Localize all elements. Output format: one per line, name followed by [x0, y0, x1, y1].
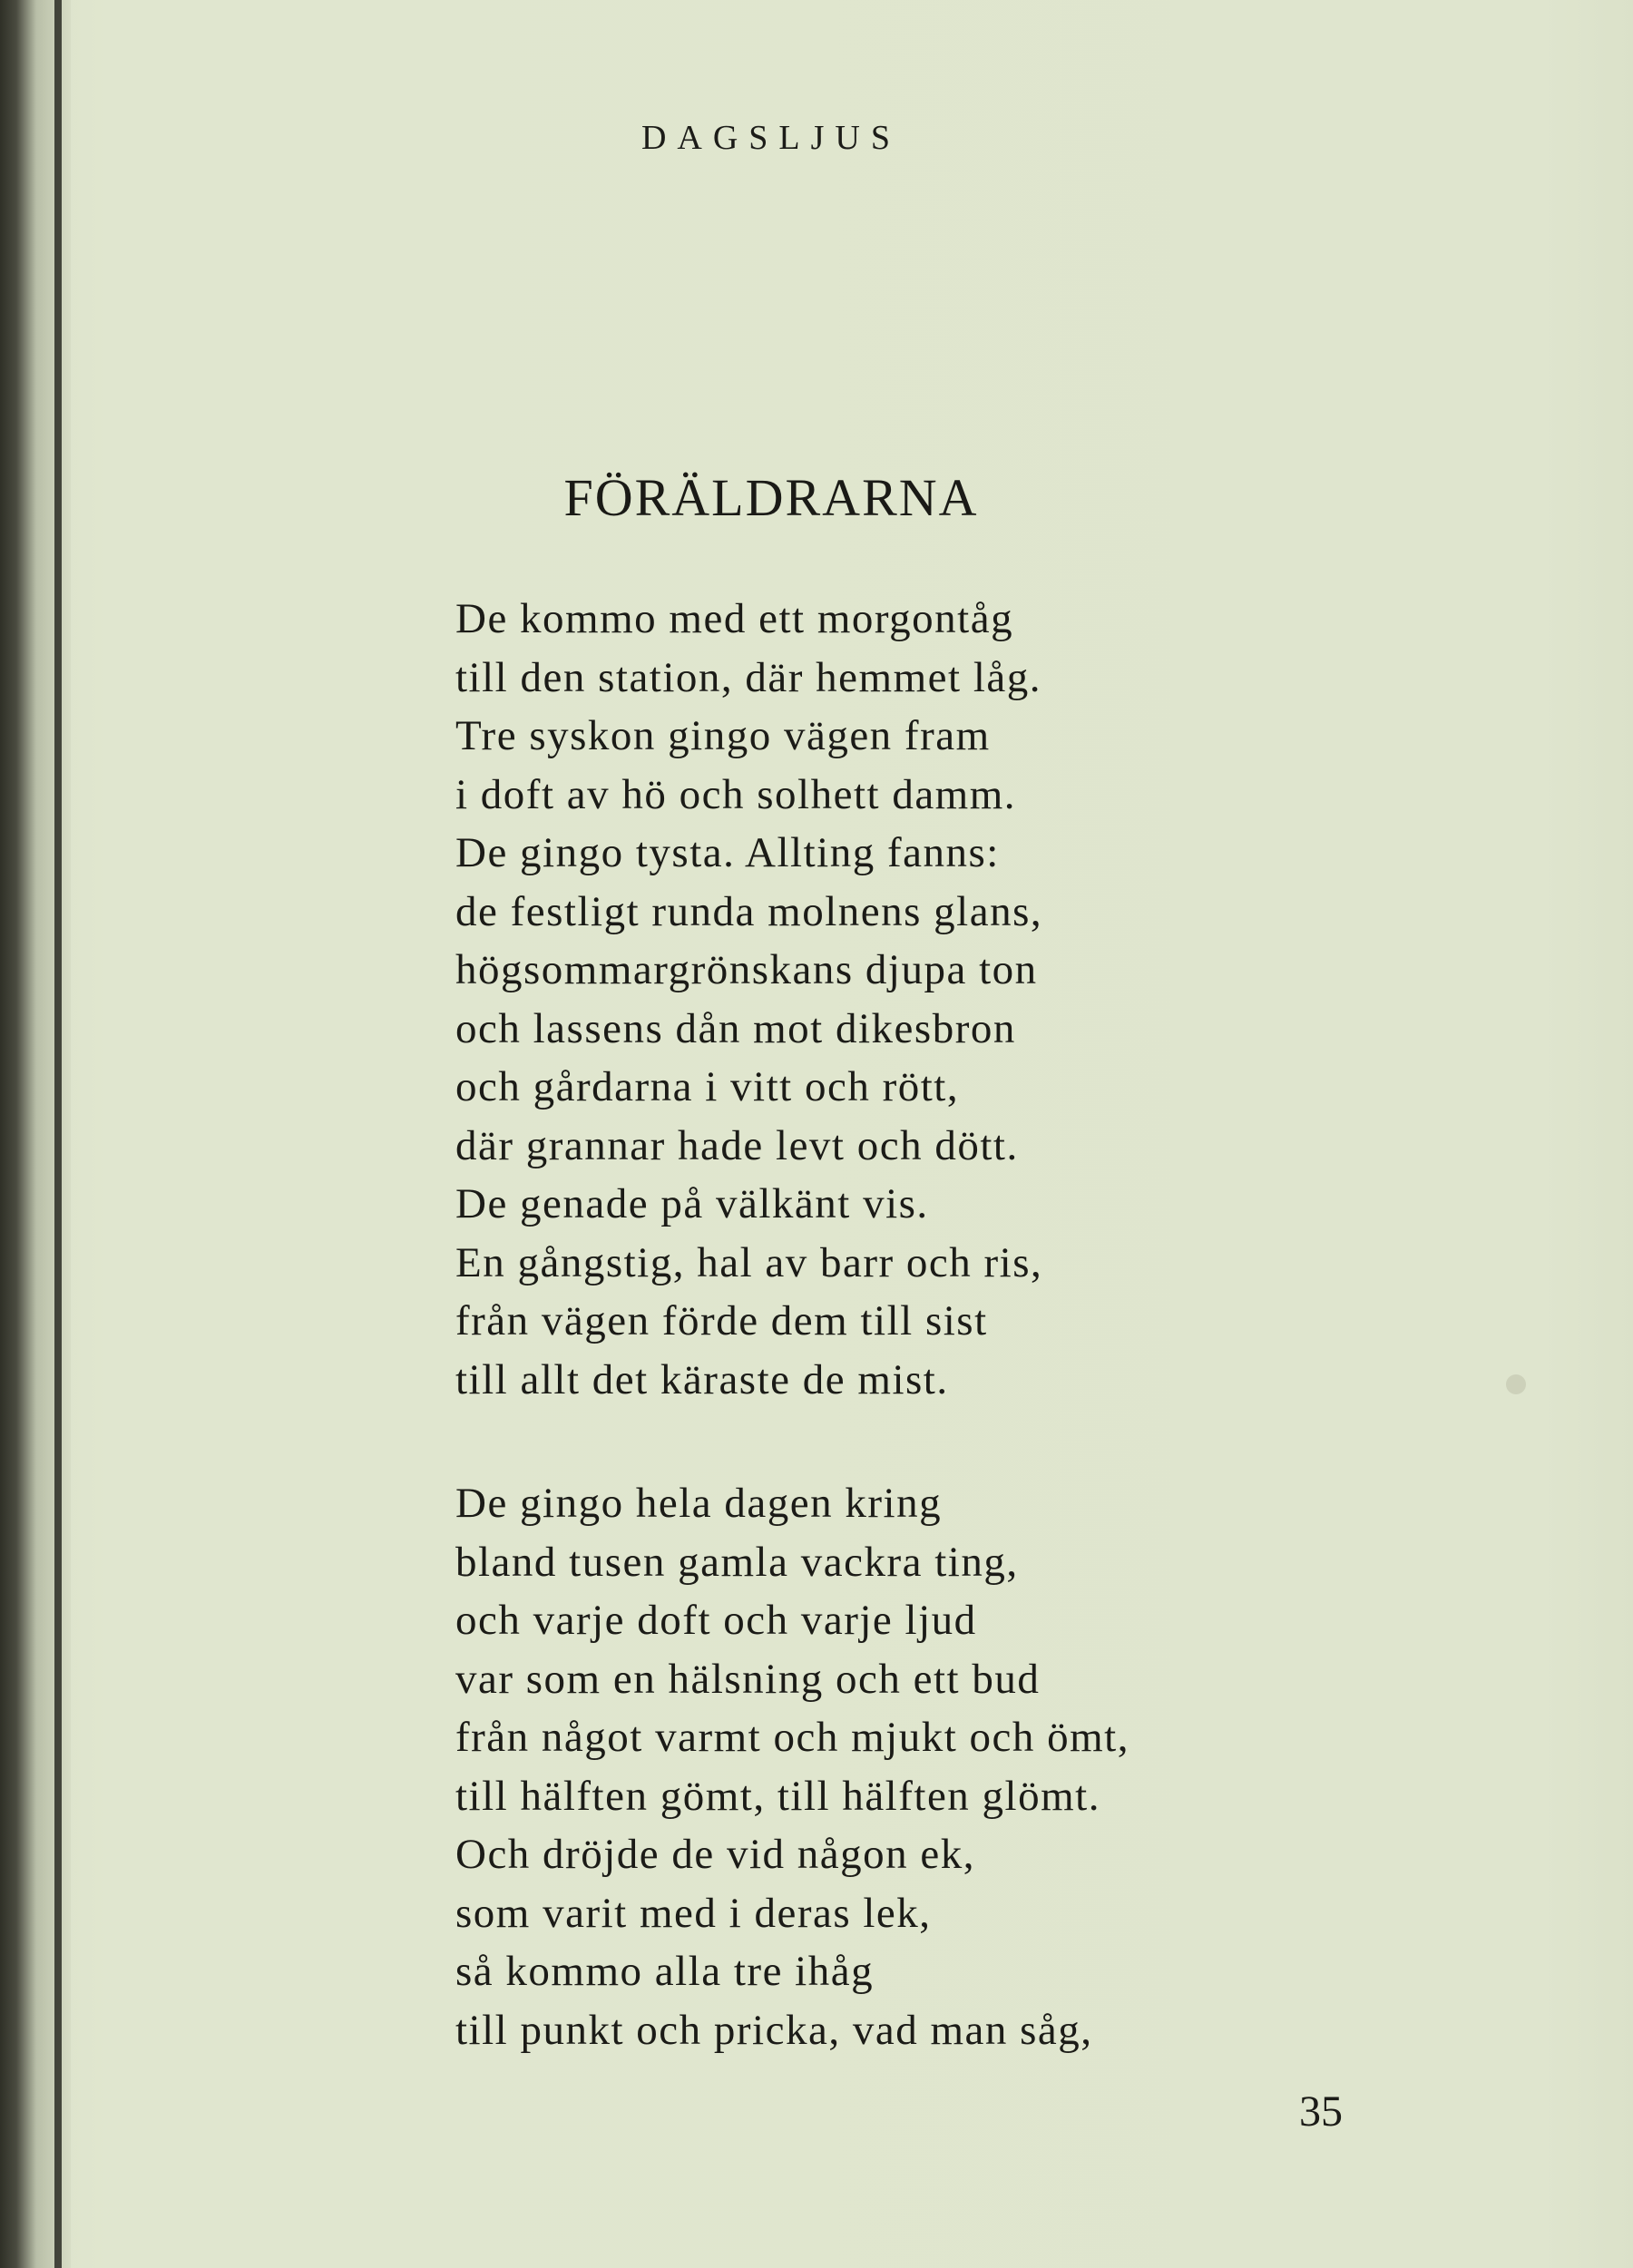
- poem-line: De gingo tysta. Allting fanns:: [455, 829, 1000, 876]
- spine-edge: [54, 0, 62, 2268]
- poem-line: så kommo alla tre ihåg: [455, 1948, 875, 1995]
- poem-line: De genade på välkänt vis.: [455, 1180, 929, 1227]
- poem-line: de festligt runda molnens glans,: [455, 887, 1043, 935]
- poem-line: högsommargrönskans djupa ton: [455, 946, 1038, 993]
- poem-line: bland tusen gamla vackra ting,: [455, 1538, 1019, 1586]
- poem-line: där grannar hade levt och dött.: [455, 1121, 1019, 1169]
- stanza-2: [455, 1474, 1381, 2059]
- poem-line: Och dröjde de vid någon ek,: [455, 1831, 976, 1878]
- poem-line: i doft av hö och solhett damm.: [455, 770, 1017, 818]
- page-number: 35: [1299, 2087, 1343, 2136]
- poem-line: och varje doft och varje ljud: [455, 1597, 977, 1644]
- poem-line: som varit med i deras lek,: [455, 1889, 932, 1937]
- poem-line: till hälften gömt, till hälften glömt.: [455, 1772, 1100, 1820]
- poem-line: Tre syskon gingo vägen fram: [455, 712, 991, 759]
- stanza-1: [455, 590, 1381, 1409]
- poem-line: till allt det käraste de mist.: [455, 1355, 949, 1403]
- poem-line: från vägen förde dem till sist: [455, 1297, 988, 1344]
- poem-line: En gångstig, hal av barr och ris,: [455, 1238, 1043, 1286]
- paper-smudge: [1506, 1374, 1526, 1394]
- poem-line: och lassens dån mot dikesbron: [455, 1004, 1016, 1052]
- poem-title: FÖRÄLDRARNA: [563, 468, 979, 527]
- poem-line: till den station, där hemmet låg.: [455, 653, 1041, 701]
- poem-line: och gårdarna i vitt och rött,: [455, 1063, 960, 1110]
- poem-line: De kommo med ett morgontåg: [455, 595, 1014, 642]
- poem-line: till punkt och pricka, vad man såg,: [455, 2006, 1093, 2054]
- poem-line: från något varmt och mjukt och ömt,: [455, 1714, 1129, 1761]
- poem-line: var som en hälsning och ett bud: [455, 1655, 1041, 1703]
- running-head: DAGSLJUS: [640, 119, 902, 157]
- poem-line: De gingo hela dagen kring: [455, 1480, 943, 1527]
